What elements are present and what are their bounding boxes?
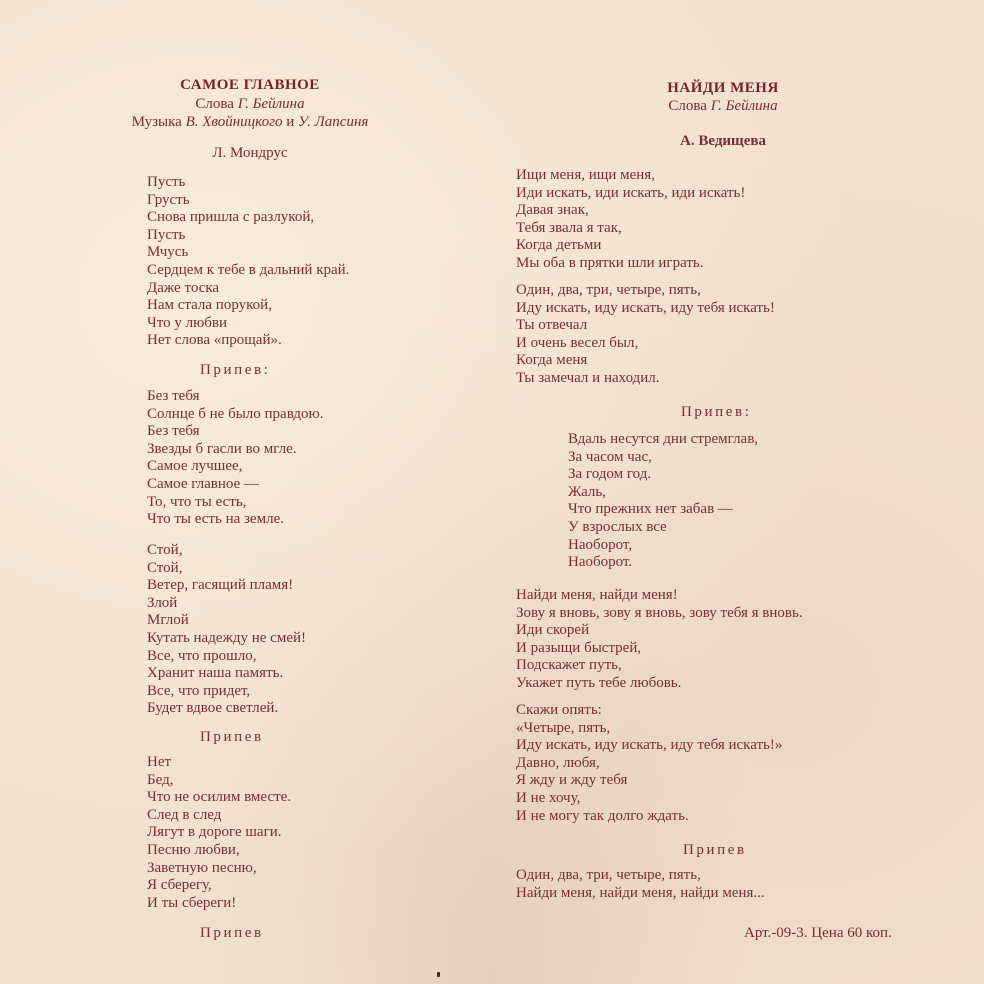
music-author-2: У. Лапсиня <box>297 114 369 130</box>
lyric-line: Я сберегу, <box>147 877 212 894</box>
lyric-line: И очень весел был, <box>516 334 639 351</box>
lyric-line: И разыщи быстрей, <box>516 639 642 656</box>
performer-left: Л. Мондрус <box>212 145 288 161</box>
lyrics-author: Г. Бейлина <box>710 98 778 114</box>
lyric-line: Пусть <box>147 174 186 190</box>
refrain-label-left-1: Припев: <box>200 362 271 378</box>
lyric-line: И ты сбереги! <box>147 894 237 911</box>
lyrics-prefix: Слова <box>195 96 234 112</box>
song-title-right: НАЙДИ МЕНЯ <box>667 80 779 96</box>
lyric-line: Песню любви, <box>147 841 240 858</box>
lyric-line: Снова пришла с разлукой, <box>147 209 315 226</box>
lyric-line: За годом год. <box>568 466 652 483</box>
lyric-line: Я жду и жду тебя <box>516 772 628 789</box>
lyric-line: Ветер, гасящий пламя! <box>147 577 294 594</box>
lyric-line: Зову я вновь, зову я вновь, зову тебя я вновь. <box>516 604 803 621</box>
lyric-line: Бед, <box>147 771 174 788</box>
lyric-line: У взрослых все <box>568 518 667 535</box>
lyric-line: Найди меня, найди меня, найди меня... <box>516 884 765 901</box>
lyric-line: Иду искать, иду искать, иду тебя искать! <box>516 299 775 316</box>
price-footer: Арт.-09-3. Цена 60 коп. <box>744 925 892 941</box>
stanza-left-3 <box>147 754 291 912</box>
music-credit-left <box>0 114 500 131</box>
lyric-line: Пусть <box>147 226 186 243</box>
lyric-line: Подскажет путь, <box>516 657 622 674</box>
lyric-line: Нет <box>147 754 172 770</box>
refrain-right <box>568 431 758 572</box>
lyric-line: Что прежних нет забав — <box>568 501 733 518</box>
stanza-right-5 <box>516 867 765 902</box>
music-prefix: Музыка <box>131 114 182 130</box>
lyric-line: След в след <box>147 806 222 823</box>
music-and: и <box>286 114 295 130</box>
lyric-line: Укажет путь тебе любовь. <box>516 674 682 691</box>
refrain-left <box>147 388 324 529</box>
lyric-line: Наоборот, <box>568 536 633 553</box>
lyric-line: Кутать надежду не смей! <box>147 629 307 646</box>
lyric-line: Нам стала порукой, <box>147 297 272 314</box>
lyrics-credit-left <box>0 96 500 113</box>
stanza-left-1 <box>147 174 349 350</box>
lyric-line: Нет слова «прощай». <box>147 332 282 349</box>
lyric-line: Что ты есть на земле. <box>147 511 284 528</box>
lyric-line: Самое лучшее, <box>147 458 243 475</box>
lyric-line: Иди искать, иди искать, иди искать! <box>516 184 746 201</box>
lyric-line: Стой, <box>147 542 183 558</box>
lyric-line: Что не осилим вместе. <box>147 789 292 806</box>
lyric-line: Иду искать, иду искать, иду тебя искать!» <box>516 737 783 754</box>
song-title-left: САМОЕ ГЛАВНОЕ <box>180 77 320 93</box>
stanza-right-4 <box>516 702 782 825</box>
lyric-line: Без тебя <box>147 423 200 440</box>
stanza-right-2 <box>516 282 775 388</box>
lyric-line: Когда детьми <box>516 237 602 254</box>
lyric-line: То, что ты есть, <box>147 493 247 510</box>
lyric-line: Мглой <box>147 612 189 629</box>
lyric-line: Даже тоска <box>147 279 220 296</box>
lyrics-prefix: Слова <box>668 98 707 114</box>
lyric-line: И не могу так долго ждать. <box>516 807 689 824</box>
lyric-line: Давно, любя, <box>516 754 600 771</box>
music-author-1: В. Хвойницкого <box>185 114 283 130</box>
performer-right: А. Ведищева <box>680 133 766 149</box>
lyric-line: Сердцем к тебе в дальний край. <box>147 261 350 278</box>
lyric-line: Скажи опять: <box>516 702 602 718</box>
lyric-line: Ты замечал и находил. <box>516 369 660 386</box>
lyric-line: Тебя звала я так, <box>516 219 622 236</box>
lyric-line: Злой <box>147 594 178 611</box>
lyric-line: Солнце б не было правдою. <box>147 405 324 422</box>
lyric-line: Все, что прошло, <box>147 647 257 664</box>
lyric-line: За часом час, <box>568 448 652 465</box>
lyric-line: Один, два, три, четыре, пять, <box>516 867 701 883</box>
stanza-left-2 <box>147 542 306 718</box>
lyric-line: И не хочу, <box>516 789 581 806</box>
lyric-line: Звезды б гасли во мгле. <box>147 440 297 457</box>
lyric-line: Все, что придет, <box>147 682 251 699</box>
paper-speck <box>437 972 440 977</box>
stanza-right-1 <box>516 167 745 273</box>
refrain-label-left-2: Припев <box>200 729 264 745</box>
lyric-line: Будет вдвое светлей. <box>147 700 279 717</box>
lyric-line: Давая знак, <box>516 202 589 219</box>
refrain-label-right-1: Припев: <box>681 404 752 420</box>
lyrics-author: Г. Бейлина <box>237 96 305 112</box>
lyric-line: Найди меня, найди меня! <box>516 587 678 603</box>
lyric-line: Хранит наша память. <box>147 665 284 682</box>
lyric-line: Жаль, <box>568 483 606 500</box>
refrain-label-left-3: Припев <box>200 925 264 941</box>
lyric-line: «Четыре, пять, <box>516 719 611 736</box>
lyric-line: Ищи меня, ищи меня, <box>516 167 655 183</box>
lyric-line: Иди скорей <box>516 622 590 639</box>
lyric-line: Что у любви <box>147 314 228 331</box>
lyric-line: Заветную песню, <box>147 859 257 876</box>
lyric-line: Грусть <box>147 191 190 208</box>
lyric-line: Вдаль несутся дни стремглав, <box>568 431 759 447</box>
lyric-line: Мчусь <box>147 244 189 261</box>
lyric-line: Самое главное — <box>147 475 259 492</box>
lyric-line: Когда меня <box>516 352 588 369</box>
lyric-line: Мы оба в прятки шли играть. <box>516 254 704 271</box>
lyric-line: Наоборот. <box>568 554 633 571</box>
stanza-right-3 <box>516 587 803 693</box>
lyric-line: Лягут в дороге шаги. <box>147 824 282 841</box>
lyrics-credit-right <box>473 98 973 115</box>
lyric-line: Стой, <box>147 559 183 576</box>
refrain-label-right-2: Припев <box>683 842 747 858</box>
lyric-line: Ты отвечал <box>516 317 588 334</box>
lyric-line: Один, два, три, четыре, пять, <box>516 282 701 298</box>
lyric-line: Без тебя <box>147 388 200 404</box>
